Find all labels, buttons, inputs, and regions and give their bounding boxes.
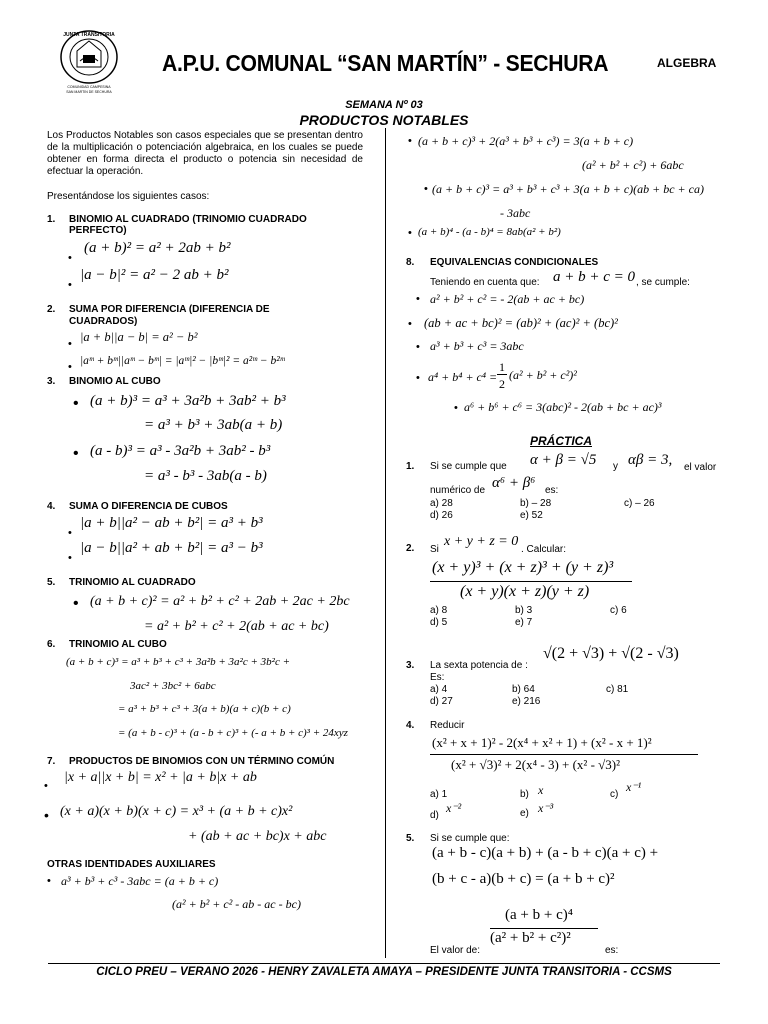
problem-text: El valor de: [430,945,481,956]
bullet: • [68,338,72,350]
problem-text: Si se cumple que: [430,833,510,844]
bullet: • [416,372,420,384]
formula: (a - b)³ = a³ - 3a²b + 3ab² - b³ [90,443,271,459]
section-title: OTRAS IDENTIDADES AUXILIARES [47,859,216,870]
bullet: • [454,402,458,414]
problem-number: 3. [406,660,415,671]
formula-cont: - 3abc [500,206,531,220]
problem-formula: α + β = √5 [530,452,597,468]
bullet: • [408,318,412,330]
formula-cont: (a² + b² + c² - ab - ac - bc) [172,897,301,911]
formula-cont: + (ab + ac + bc)x + abc [188,829,327,844]
option: d) 27 [430,696,453,707]
option: a) 4 [430,684,448,695]
section-title: PRODUCTOS DE BINOMIOS CON UN TÉRMINO COMÚN [69,756,335,767]
option-formula: x [538,783,544,797]
formula-cont: (a² + b² + c²) + 6abc [582,158,684,172]
formula: a⁶ + b⁶ + c⁶ = 3(abc)² - 2(ab + bc + ac)³ [464,400,662,414]
option: e) [520,808,529,819]
section-title: TRINOMIO AL CUADRADO [69,577,196,588]
fraction-numerator: (x² + x + 1)² - 2(x⁴ + x² + 1) + (x² - x + 1)² [432,735,652,750]
fraction-bar [430,581,632,582]
option: c) [610,789,619,800]
formula-cont: = (a + b - c)³ + (a - b + c)³ + (- a + b + c)³ + 24xyz [118,727,348,739]
bullet: • [68,552,72,564]
option: b) 3 [515,605,533,616]
practice-heading: PRÁCTICA [530,434,592,448]
section-title-cont: CUADRADOS) [69,316,138,327]
formula: a³ + b³ + c³ = 3abc [430,339,524,353]
option-formula: x⁻³ [538,801,554,815]
formula-cont: 3ac² + 3bc² + 6abc [130,680,216,692]
formula: |a − b||a² + ab + b²| = a³ − b³ [80,540,263,556]
section-number: 3. [47,376,56,387]
problem-text: Reducir [430,720,465,731]
option: d) [430,810,439,821]
condition-lead: Teniendo en cuenta que: [430,277,540,288]
section-number: 8. [406,257,415,268]
option: c) 6 [610,605,627,616]
formula: (a + b + c)² = a² + b² + c² + 2ab + 2ac + 2bc [90,594,350,609]
subject-label: ALGEBRA [657,56,717,70]
cases-lead: Presentándose los siguientes casos: [47,191,210,202]
logo-ring-text: JUNTA TRANSITORIA [63,32,115,38]
option: b) – 28 [520,498,552,509]
logo-caption-2: SAN MARTIN DE SECHURA [66,90,112,94]
option-formula: x⁻¹ [626,780,642,794]
problem-text: es: [545,485,559,496]
formula: |a − b|² = a² − 2 ab + b² [80,267,229,283]
bullet: • [73,395,79,412]
bullet: • [44,780,48,792]
logo-caption-1: COMUNIDAD CAMPESINA [67,85,111,89]
formula-cont: (a² + b² + c²)² [509,368,577,382]
option: d) 26 [430,510,453,521]
formula: |x + a||x + b| = x² + |a + b|x + ab [64,770,257,785]
formula: |a + b||a² − ab + b²| = a³ + b³ [80,515,263,531]
formula: (a + b + c)³ + 2(a³ + b³ + c³) = 3(a + b + c) [418,134,634,148]
week-label: SEMANA Nº 03 [345,99,423,111]
fraction-denominator: (x + y)(x + z)(y + z) [460,583,590,600]
problem-formula: (b + c - a)(b + c) = (a + b + c)² [432,871,615,887]
problem-number: 4. [406,720,415,731]
bullet: • [44,807,49,823]
footer-rule [48,963,720,964]
fraction-denominator: (a² + b² + c²)² [490,930,571,946]
fraction-numerator: (x + y)³ + (x + z)³ + (y + z)³ [432,559,614,576]
condition-lead-end: , se cumple: [636,277,690,288]
problem-text: el valor [684,462,717,473]
page-title: A.P.U. COMUNAL “SAN MARTÍN” - SECHURA [162,50,609,76]
formula: (a + b)² = a² + 2ab + b² [84,240,231,256]
fraction-denominator: 2 [499,377,505,391]
bullet: • [408,135,412,147]
column-divider [385,128,386,958]
problem-text: Si se cumple que [430,461,507,472]
bullet: • [424,183,428,195]
fraction-denominator: (x² + √3)² + 2(x⁴ - 3) + (x² - √3)² [451,757,621,772]
problem-formula: α⁶ + β⁶ [492,475,536,491]
section-number: 6. [47,639,56,650]
formula: (a + b)⁴ - (a - b)⁴ = 8ab(a² + b²) [418,226,561,238]
bullet: • [47,875,51,887]
problem-formula: x + y + z = 0 [444,534,519,549]
problem-number: 1. [406,461,415,472]
formula: a³ + b³ + c³ - 3abc = (a + b + c) [61,874,219,888]
option: e) 7 [515,617,533,628]
bullet: • [68,252,72,264]
formula: (x + a)(x + b)(x + c) = x³ + (a + b + c)x² [60,804,293,819]
fraction-numerator: (a + b + c)⁴ [505,907,573,923]
bullet: • [416,293,420,305]
option: e) 216 [512,696,541,707]
section-title: TRINOMIO AL CUBO [69,639,167,650]
formula: a² + b² + c² = - 2(ab + ac + bc) [430,292,585,306]
section-number: 1. [47,214,56,225]
bullet: • [73,595,79,612]
bullet: • [408,227,412,239]
topic-heading: PRODUCTOS NOTABLES [299,112,469,128]
intro-paragraph: Los Productos Notables son casos especiales que se presentan dentro de la multiplicación o potenciación algebraica, en los cuales se puede obtener en forma directa el producto o potencia sin necesidad de efectuar la operación. [47,130,363,177]
bullet: • [73,445,79,462]
formula: (a + b)³ = a³ + 3a²b + 3ab² + b³ [90,393,286,409]
formula: (a + b + c)³ = a³ + b³ + c³ + 3a²b + 3a²c + 3b²c + [66,656,290,668]
fraction-bar [497,374,507,375]
problem-text: . Calcular: [521,544,567,555]
formula-cont: = a³ - b³ - 3ab(a - b) [144,468,267,484]
problem-formula: (a + b - c)(a + b) + (a - b + c)(a + c) + [432,845,659,861]
formula: |aᵐ + bᵐ||aᵐ − bᵐ| = |aᵐ|² − |bᵐ|² = a²ᵐ − b²ᵐ [80,355,285,367]
formula-cont: = a³ + b³ + c³ + 3(a + b)(a + c)(b + c) [118,703,291,715]
section-number: 7. [47,756,56,767]
fraction-bar [490,928,598,929]
option: e) 52 [520,510,543,521]
formula: |a + b||a − b| = a² − b² [80,330,198,344]
formula: (a + b + c)³ = a³ + b³ + c³ + 3(a + b + c)(ab + bc + ca) [432,182,704,196]
formula-cont: = a² + b² + c² + 2(ab + ac + bc) [144,619,329,634]
bullet: • [68,279,72,291]
problem-text: es: [605,945,619,956]
section-title: SUMA POR DIFERENCIA (DIFERENCIA DE [69,304,270,315]
section-number: 2. [47,304,56,315]
option: a) 1 [430,789,448,800]
section-title-cont: PERFECTO) [69,225,127,236]
problem-text: La sexta potencia de : [430,660,528,671]
section-title: BINOMIO AL CUBO [69,376,161,387]
formula: (ab + ac + bc)² = (ab)² + (ac)² + (bc)² [424,316,618,330]
section-number: 4. [47,501,56,512]
section-title: BINOMIO AL CUADRADO (TRINOMIO CUADRADO [69,214,307,225]
problem-text: numérico de [430,485,486,496]
bullet: • [68,527,72,539]
section-number: 5. [47,577,56,588]
option: b) [520,789,529,800]
section-title: EQUIVALENCIAS CONDICIONALES [430,257,599,268]
fraction-bar [430,754,698,755]
footer-text: CICLO PREU – VERANO 2026 - HENRY ZAVALETA AMAYA – PRESIDENTE JUNTA TRANSITORIA - CCSMS [96,966,672,978]
option: c) 81 [606,684,629,695]
problem-text: y [613,461,618,472]
formula-cont: = a³ + b³ + 3ab(a + b) [144,417,283,433]
problem-number: 5. [406,833,415,844]
problem-number: 2. [406,543,415,554]
option: a) 8 [430,605,448,616]
option-formula: x⁻² [446,801,462,815]
community-seal-logo [50,27,128,95]
bullet: • [416,341,420,353]
option: a) 28 [430,498,453,509]
condition-formula: a + b + c = 0 [553,269,636,285]
formula: a⁴ + b⁴ + c⁴ = [428,370,498,384]
problem-formula: √(2 + √3) + √(2 - √3) [543,645,679,662]
problem-formula: αβ = 3, [628,452,673,468]
problem-text: Es: [430,672,445,683]
bullet: • [68,361,72,373]
option: d) 5 [430,617,448,628]
option: c) – 26 [624,498,655,509]
fraction-numerator: 1 [499,360,505,374]
option: b) 64 [512,684,535,695]
problem-text: Si [430,544,439,555]
section-title: SUMA O DIFERENCIA DE CUBOS [69,501,228,512]
